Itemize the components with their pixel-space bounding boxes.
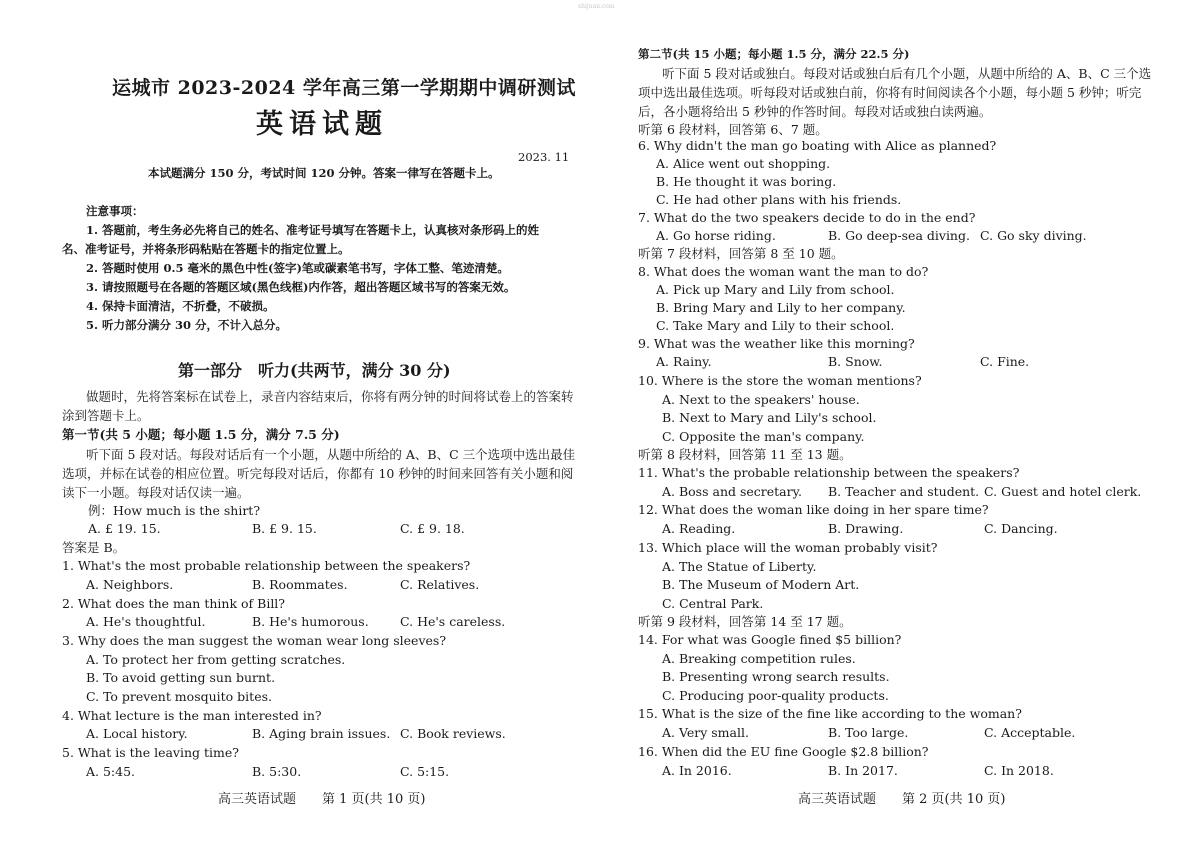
option-c: C. Relatives. [400, 577, 480, 592]
option-a: A. Next to the speakers' house. [662, 392, 860, 407]
question-4: 4. What lecture is the man interested in? [62, 708, 322, 723]
option-a: A. 5:45. [86, 764, 136, 779]
option-c: C. He had other plans with his friends. [656, 192, 902, 207]
option-a: A. Reading. [662, 521, 736, 536]
option-b: B. Too large. [828, 725, 909, 740]
example-option-c: C. £ 9. 18. [400, 521, 465, 536]
option-c: C. Opposite the man's company. [662, 429, 865, 444]
question-2: 2. What does the man think of Bill? [62, 596, 286, 611]
option-c: C. Go sky diving. [980, 228, 1087, 243]
option-a: A. Pick up Mary and Lily from school. [656, 282, 895, 297]
question-16: 16. When did the EU fine Google $2.8 billion? [638, 744, 929, 759]
material-heading: 听第 8 段材料，回答第 11 至 13 题。 [638, 447, 852, 462]
option-c: C. Producing poor-quality products. [662, 688, 889, 703]
option-b: B. Roommates. [252, 577, 348, 592]
section1-intro-line: 听下面 5 段对话。每段对话后有一个小题，从题中所给的 A、B、C 三个选项中选出最佳 [86, 447, 576, 462]
section2-title: 第二节(共 15 小题；每小题 1.5 分，满分 22.5 分) [638, 47, 910, 61]
section2-intro-line: 项中选出最佳选项。听每段对话或独白前，你将有时间阅读各个小题，每小题 5 秒钟；听完 [638, 85, 1142, 100]
option-c: C. He's careless. [400, 614, 506, 629]
option-b: B. The Museum of Modern Art. [662, 577, 860, 592]
page-footer: 高三英语试题 第 1 页(共 10 页) [218, 792, 426, 807]
notes-title: 注意事项： [86, 204, 144, 218]
option-a: A. Local history. [86, 726, 188, 741]
note-line: 1. 答题前，考生务必先将自己的姓名、准考证号填写在答题卡上，认真核对条形码上的姓 [86, 223, 540, 237]
exam-title: 运城市 2023-2024 学年高三第一学期期中调研测试 [112, 77, 576, 99]
option-b: B. He's humorous. [252, 614, 369, 629]
option-c: C. 5:15. [400, 764, 450, 779]
material-heading: 听第 9 段材料，回答第 14 至 17 题。 [638, 614, 852, 629]
option-c: C. Fine. [980, 354, 1030, 369]
option-c: C. Take Mary and Lily to their school. [656, 318, 895, 333]
option-c: C. Guest and hotel clerk. [984, 484, 1142, 499]
option-b: B. Presenting wrong search results. [662, 669, 890, 684]
question-15: 15. What is the size of the fine like according to the woman? [638, 706, 1022, 721]
page-footer: 高三英语试题 第 2 页(共 10 页) [798, 792, 1006, 807]
section2-intro-line: 后，各小题将给出 5 秒钟的作答时间。每段对话或独白读两遍。 [638, 104, 992, 119]
example-question: 例：How much is the shirt? [88, 503, 261, 518]
option-b: B. Bring Mary and Lily to her company. [656, 300, 906, 315]
option-c: C. In 2018. [984, 763, 1054, 778]
section1-title: 第一节(共 5 小题；每小题 1.5 分，满分 7.5 分) [62, 427, 340, 442]
section1-intro-line: 选项，并标在试卷的相应位置。听完每段对话后，你都有 10 秒钟的时间来回答有关小题和阅 [62, 466, 574, 481]
option-b: B. Next to Mary and Lily's school. [662, 410, 877, 425]
question-6: 6. Why didn't the man go boating with Alice as planned? [638, 138, 997, 153]
question-11: 11. What's the probable relationship between the speakers? [638, 465, 1020, 480]
part1-intro-line: 涂到答题卡上。 [62, 408, 150, 423]
section2-intro-line: 听下面 5 段对话或独白。每段对话或独白后有几个小题，从题中所给的 A、B、C 三个选 [662, 66, 1152, 81]
question-3: 3. Why does the man suggest the woman wear long sleeves? [62, 633, 447, 648]
option-a: A. Neighbors. [86, 577, 174, 592]
question-13: 13. Which place will the woman probably visit? [638, 540, 938, 555]
watermark-text: shijuan.com [578, 3, 615, 10]
note-line: 2. 答题时使用 0.5 毫米的黑色中性(签字)笔或碳素笔书写，字体工整、笔迹清楚。 [86, 261, 509, 275]
question-12: 12. What does the woman like doing in her spare time? [638, 502, 989, 517]
page-2 [600, 0, 1200, 849]
example-option-b: B. £ 9. 15. [252, 521, 317, 536]
exam-info: 本试题满分 150 分，考试时间 120 分钟。答案一律写在答题卡上。 [148, 166, 500, 180]
option-b: B. Aging brain issues. [252, 726, 391, 741]
option-a: A. Very small. [662, 725, 749, 740]
note-line: 4. 保持卡面清洁，不折叠，不破损。 [86, 299, 275, 313]
option-b: B. Teacher and student. [828, 484, 980, 499]
question-10: 10. Where is the store the woman mentions? [638, 373, 922, 388]
option-c: C. Book reviews. [400, 726, 506, 741]
option-b: B. To avoid getting sun burnt. [86, 670, 276, 685]
option-b: B. He thought it was boring. [656, 174, 837, 189]
material-heading: 听第 6 段材料，回答第 6、7 题。 [638, 122, 828, 137]
option-a: A. Breaking competition rules. [662, 651, 856, 666]
material-heading: 听第 7 段材料，回答第 8 至 10 题。 [638, 246, 844, 261]
option-b: B. 5:30. [252, 764, 302, 779]
question-8: 8. What does the woman want the man to do? [638, 264, 929, 279]
option-a: A. The Statue of Liberty. [662, 559, 817, 574]
example-option-a: A. £ 19. 15. [88, 521, 161, 536]
question-1: 1. What's the most probable relationship between the speakers? [62, 558, 471, 573]
option-a: A. Alice went out shopping. [656, 156, 831, 171]
subject-title: 英语试题 [256, 109, 388, 140]
note-line: 3. 请按照题号在各题的答题区域(黑色线框)内作答，超出答题区域书写的答案无效。 [86, 280, 516, 294]
note-line: 5. 听力部分满分 30 分，不计入总分。 [86, 318, 288, 332]
part1-intro-line: 做题时，先将答案标在试卷上，录音内容结束后，你将有两分钟的时间将试卷上的答案转 [86, 389, 574, 404]
option-a: A. In 2016. [662, 763, 732, 778]
exam-date: 2023. 11 [518, 150, 570, 164]
option-b: B. Snow. [828, 354, 883, 369]
option-a: A. He's thoughtful. [86, 614, 206, 629]
option-a: A. Rainy. [656, 354, 712, 369]
option-a: A. Boss and secretary. [662, 484, 802, 499]
option-c: C. Acceptable. [984, 725, 1076, 740]
option-c: C. Central Park. [662, 596, 764, 611]
option-a: A. Go horse riding. [656, 228, 776, 243]
question-14: 14. For what was Google fined $5 billion? [638, 632, 902, 647]
example-answer: 答案是 B。 [62, 540, 126, 555]
question-5: 5. What is the leaving time? [62, 745, 239, 760]
option-c: C. Dancing. [984, 521, 1058, 536]
part1-title: 第一部分 听力(共两节，满分 30 分) [178, 361, 451, 380]
question-7: 7. What do the two speakers decide to do in the end? [638, 210, 976, 225]
question-9: 9. What was the weather like this morning? [638, 336, 915, 351]
option-a: A. To protect her from getting scratches. [86, 652, 346, 667]
option-b: B. Go deep-sea diving. [828, 228, 970, 243]
option-b: B. In 2017. [828, 763, 898, 778]
section1-intro-line: 读下一小题。每段对话仅读一遍。 [62, 485, 250, 500]
option-b: B. Drawing. [828, 521, 904, 536]
note-line: 名、准考证号，并将条形码粘贴在答题卡的指定位置上。 [62, 242, 350, 256]
option-c: C. To prevent mosquito bites. [86, 689, 272, 704]
